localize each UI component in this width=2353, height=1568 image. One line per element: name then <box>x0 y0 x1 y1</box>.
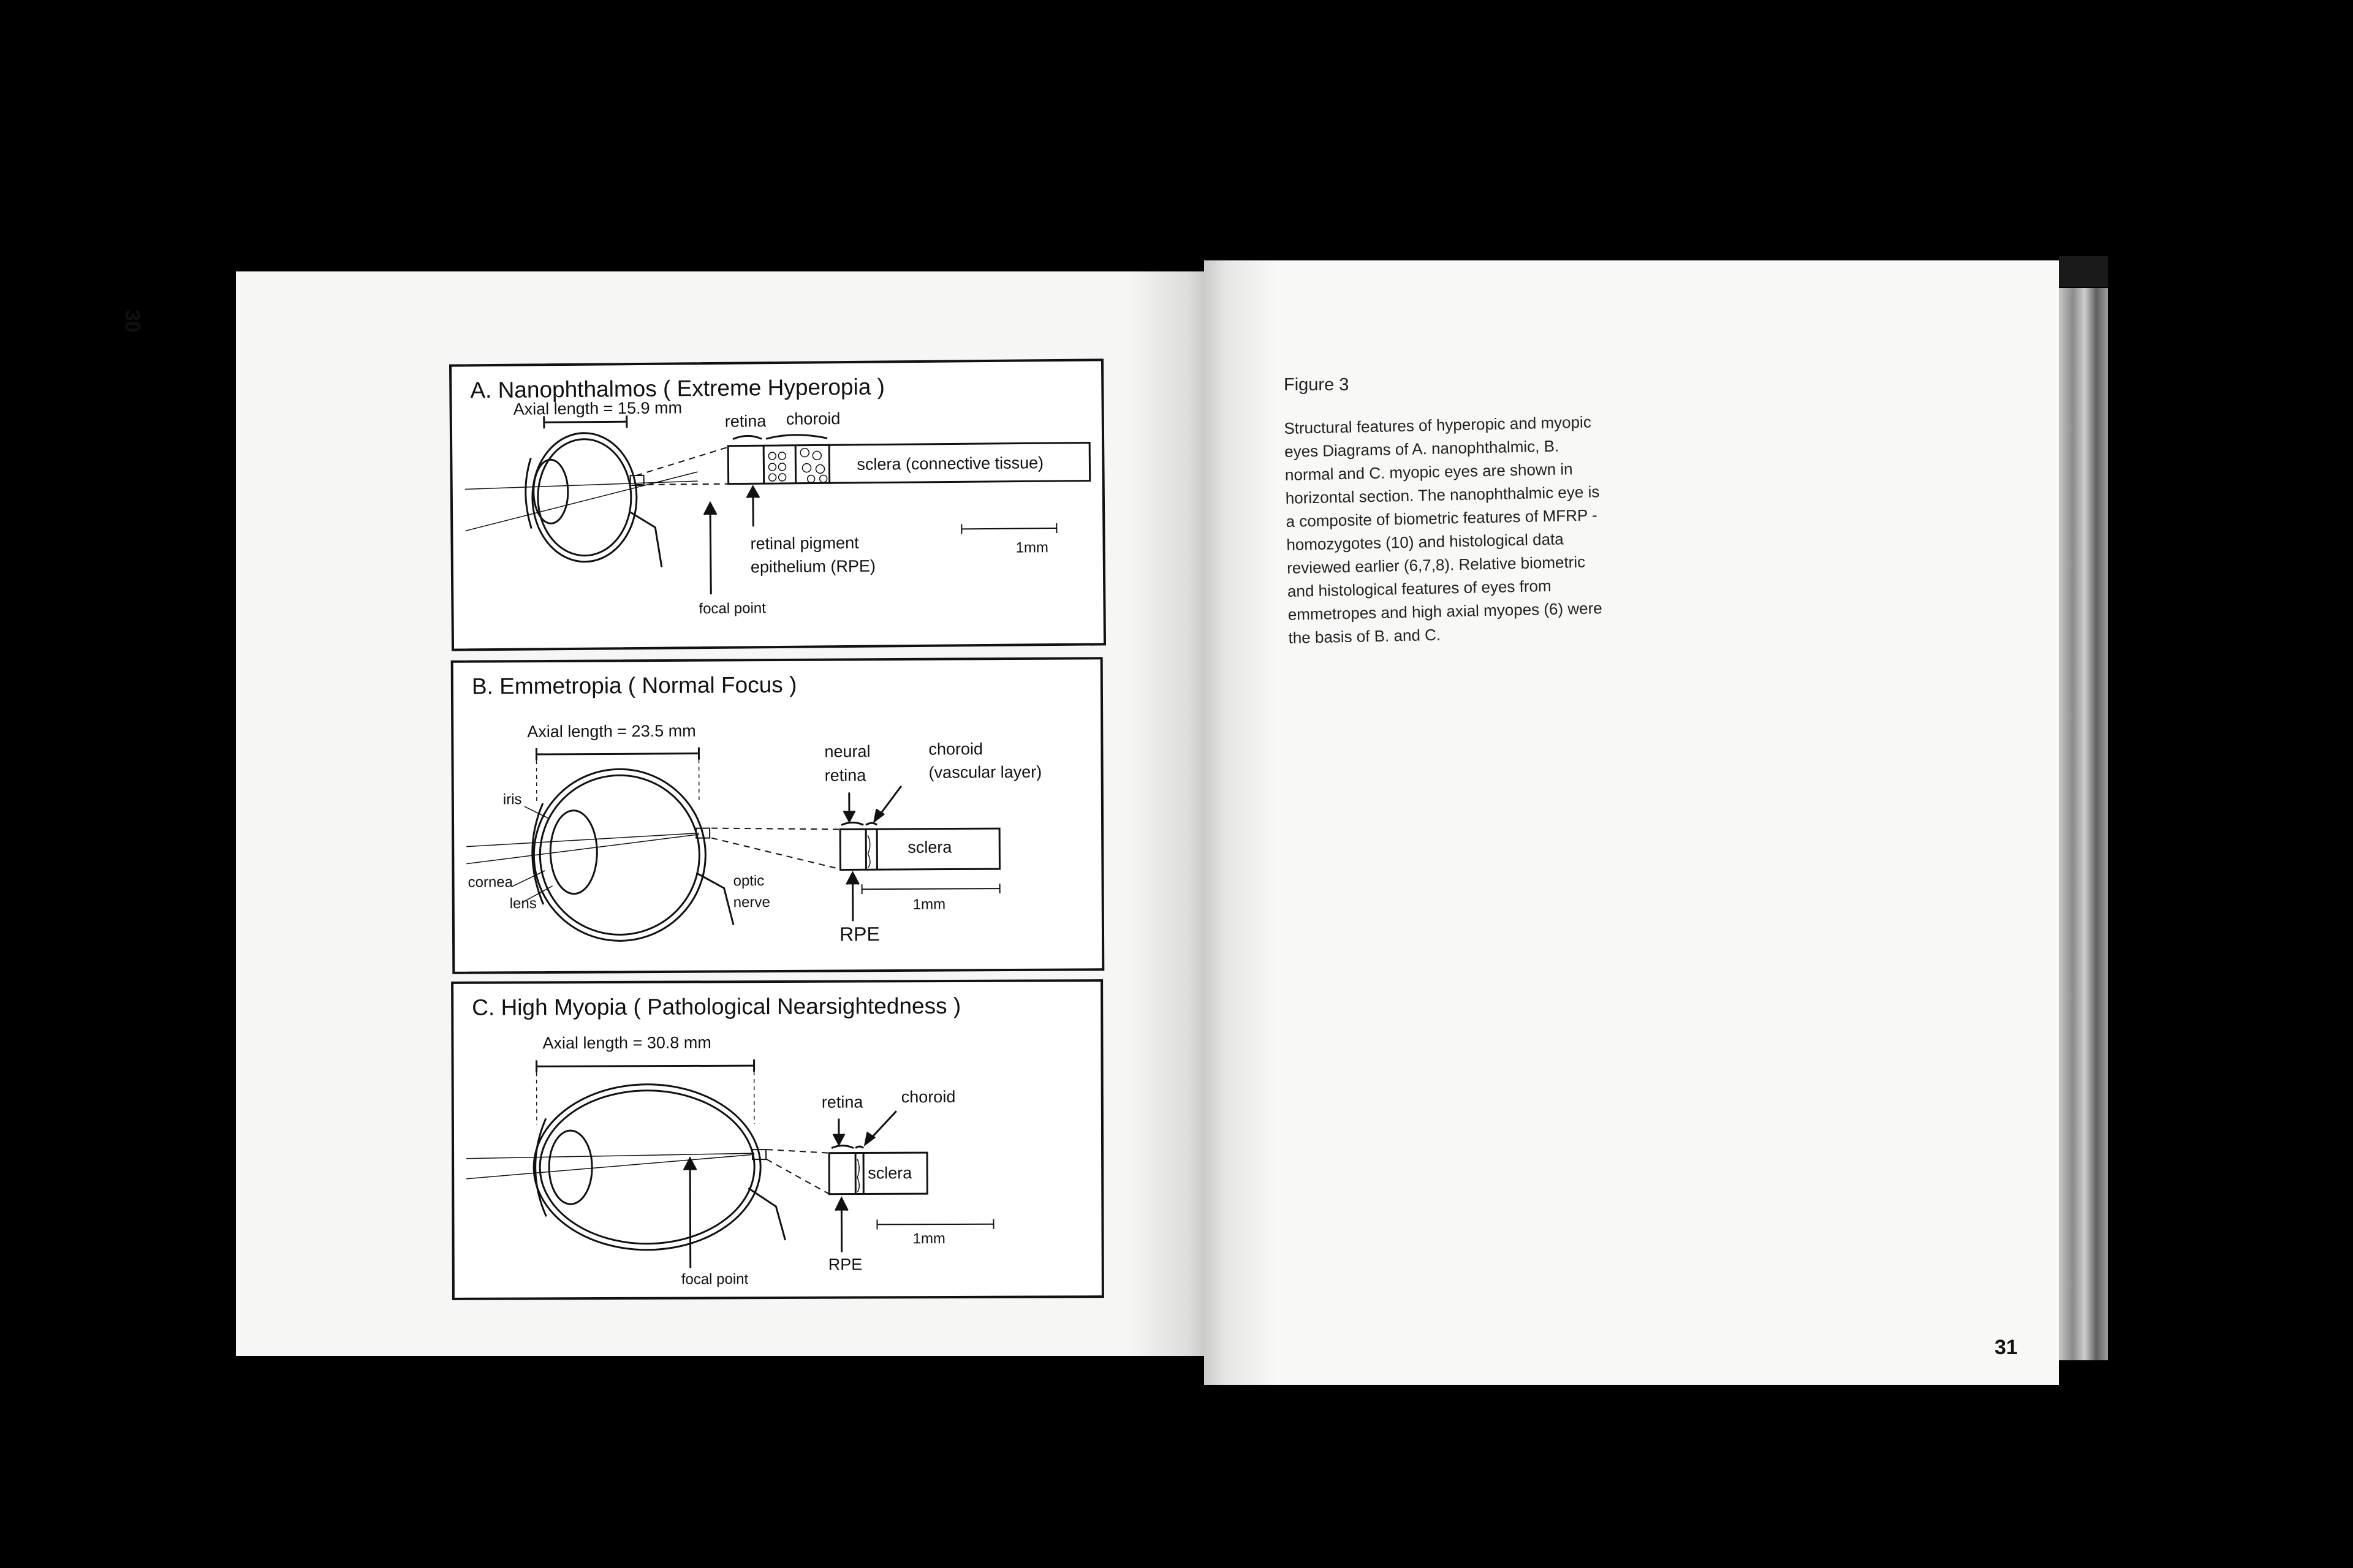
panel-a-scale-label: 1mm <box>1015 539 1049 556</box>
panel-b-choroid-line1: choroid <box>928 740 983 759</box>
panel-c-title: C. High Myopia ( Pathological Nearsightedness ) <box>472 993 961 1020</box>
panel-a-nanophthalmos <box>449 358 1106 651</box>
figure-label: Figure 3 <box>1284 375 1349 395</box>
figure-caption: Structural features of hyperopic and myopic eyes Diagrams of A. nanophthalmic, B. normal and C. myopic eyes are shown in horizontal section. The nanophthalmic eye is a composite of biometric features of MFRP - homozygotes (10) and histological data reviewed earlier (6,7,8). Relative biometric and histological features of eyes from emmetropes and high axial myopes (6) were the basis of B. and C. <box>1284 412 1602 647</box>
panel-b-axial-length: Axial length = 23.5 mm <box>527 721 696 741</box>
panel-a-rpe-line2: epithelium (RPE) <box>750 556 876 577</box>
right-page-number: 31 <box>1995 1336 2018 1359</box>
panel-b-optic-line2: nerve <box>733 894 770 911</box>
panel-c-scale-label: 1mm <box>912 1230 945 1248</box>
panel-b-diagram <box>453 659 1107 977</box>
panel-b-neural-line2: retina <box>824 766 866 785</box>
panel-b-choroid-line2: (vascular layer) <box>928 762 1042 782</box>
panel-b-rpe-label: RPE <box>839 923 880 945</box>
panel-a-rpe-line1: retinal pigment <box>750 533 859 553</box>
panel-b-optic-line1: optic <box>733 873 765 890</box>
panel-c-choroid-label: choroid <box>901 1087 956 1107</box>
panel-c-high-myopia <box>451 979 1104 1300</box>
panel-a-choroid-label: choroid <box>786 409 841 428</box>
panel-c-rpe-label: RPE <box>828 1255 863 1274</box>
panel-c-retina-label: retina <box>821 1093 863 1112</box>
panel-b-iris-label: iris <box>502 791 522 808</box>
panel-b-cornea-label: cornea <box>468 874 513 891</box>
panel-a-title: A. Nanophthalmos ( Extreme Hyperopia ) <box>470 374 885 403</box>
panel-a-focal-point: focal point <box>699 600 766 618</box>
left-page-number: 30 <box>121 309 144 333</box>
panel-b-neural-line1: neural <box>824 742 871 761</box>
right-cover-edge <box>2059 256 2108 287</box>
panel-c-axial-length: Axial length = 30.8 mm <box>542 1033 711 1053</box>
panel-b-title: B. Emmetropia ( Normal Focus ) <box>471 672 797 699</box>
panel-a-sclera-label: sclera (connective tissue) <box>857 453 1044 474</box>
panel-a-axial-length: Axial length = 15.9 mm <box>513 398 683 419</box>
panel-b-emmetropia <box>451 657 1105 974</box>
panel-c-diagram <box>453 982 1107 1303</box>
panel-b-scale-label: 1mm <box>912 896 946 913</box>
right-gutter-shadow <box>1204 260 1278 1385</box>
panel-a-retina-label: retina <box>724 412 767 431</box>
panel-c-sclera-label: sclera <box>868 1164 912 1183</box>
panel-b-sclera-label: sclera <box>907 838 952 857</box>
panel-b-lens-label: lens <box>509 895 537 912</box>
left-gutter-shadow <box>1127 271 1213 1356</box>
panel-c-focal-point: focal point <box>681 1271 749 1288</box>
